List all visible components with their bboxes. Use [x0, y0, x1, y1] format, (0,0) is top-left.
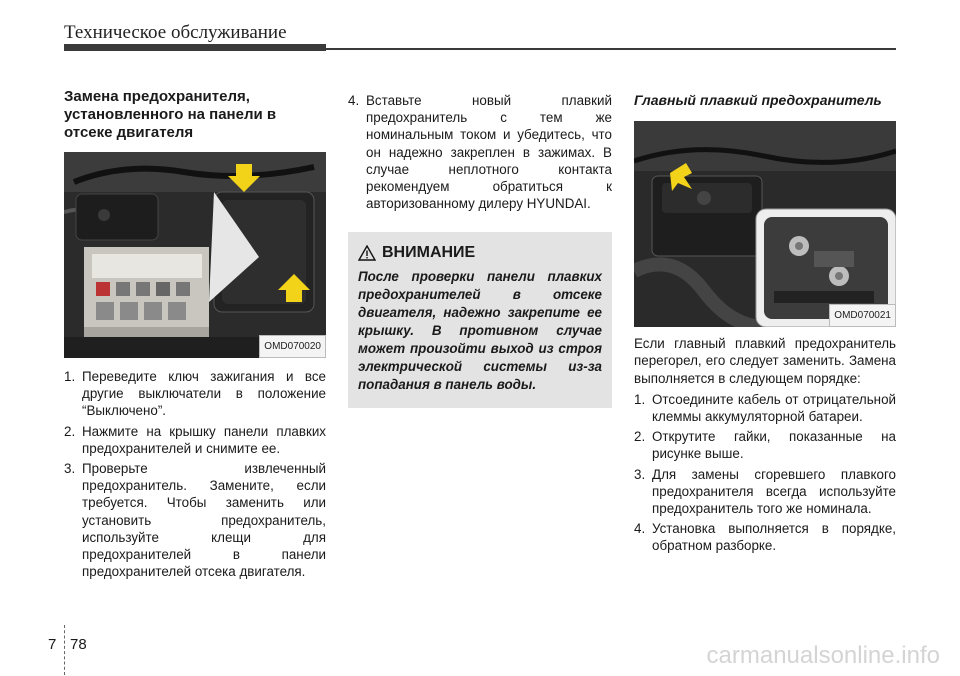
step-number: 1. [64, 369, 76, 384]
middle-column [348, 92, 612, 408]
list-item [64, 423, 326, 457]
header-title: Техническое обслуживание [64, 22, 287, 43]
page-number: 78 [70, 636, 87, 653]
caution-box [348, 232, 612, 407]
left-column [64, 88, 326, 583]
section-title: Замена предохранителя, установленного на панели в отсеке двигателя [64, 88, 277, 141]
main-fuse-illustration [634, 121, 896, 327]
figure-code: OMD070020 [259, 335, 326, 358]
step-number: 3. [64, 461, 76, 477]
list-item [348, 92, 612, 212]
step-number: 1. [634, 391, 646, 407]
list-item [64, 368, 326, 420]
engine-fuse-panel-figure [64, 152, 326, 358]
step-number: 3. [634, 466, 646, 482]
caution-title: ВНИМАНИЕ [382, 244, 476, 262]
header-bar-thin [326, 48, 896, 50]
step-text: Переведите ключ зажигания и все другие выключатели в положение “Выключено”. [82, 369, 326, 419]
step-number: 2. [64, 423, 76, 439]
step-list [64, 368, 326, 580]
right-column [634, 88, 896, 558]
watermark: carmanualsonline.info [706, 642, 940, 669]
intro-paragraph: Если главный плавкий предохранитель перегорел, его следует заменить. Замена выполняется в следующем порядке: [634, 336, 896, 386]
engine-fuse-panel-illustration [64, 152, 326, 358]
step-text: Нажмите на крышку панели плавких предохранителей и снимите ее. [82, 423, 326, 456]
step-number: 2. [634, 429, 646, 445]
main-fuse-figure [634, 121, 896, 327]
figure-code: OMD070021 [829, 304, 896, 327]
step-list [634, 391, 896, 555]
page-divider [64, 625, 65, 675]
step-text: Проверьте извлеченный предохранитель. Замените, если требуется. Чтобы заменить или установить предохранитель, используйте клещи для предохранителей в панели предохранителей отсека двигателя. [82, 461, 326, 580]
list-item [634, 466, 896, 518]
header-bar-thick [64, 44, 326, 51]
chapter-number: 7 [48, 636, 57, 653]
step-text: Отсоедините кабель от отрицательной клеммы аккумуляторной батареи. [652, 391, 896, 425]
list-item [634, 428, 896, 462]
step-text: Вставьте новый плавкий предохранитель с тем же номинальным током и убедитесь, что он надежно закреплен в зажимах. В случае неплотного контакта рекомендуем обратиться к авторизованному дилеру HYUNDAI. [366, 93, 612, 212]
caution-text: После проверки панели плавких предохранителей в отсеке двигателя, надежно закрепите ее крышку. В противном случае может произойти выход из строя электрической системы из-за попадания в панель воды. [358, 268, 602, 392]
step-text: Установка выполняется в порядке, обратном разборке. [652, 521, 896, 554]
list-item [634, 391, 896, 425]
list-item [64, 460, 326, 580]
subsection-title: Главный плавкий предохранитель [634, 92, 882, 108]
step-text: Открутите гайки, показанные на рисунке выше. [652, 429, 896, 462]
step-list [348, 92, 612, 212]
step-text: Для замены сгоревшего плавкого предохранителя всегда используйте предохранитель того же номинала. [652, 466, 896, 517]
list-item [634, 520, 896, 554]
step-number: 4. [634, 521, 646, 537]
caution-header [358, 244, 602, 261]
step-number: 4. [348, 93, 360, 108]
warning-triangle-icon [358, 245, 376, 261]
